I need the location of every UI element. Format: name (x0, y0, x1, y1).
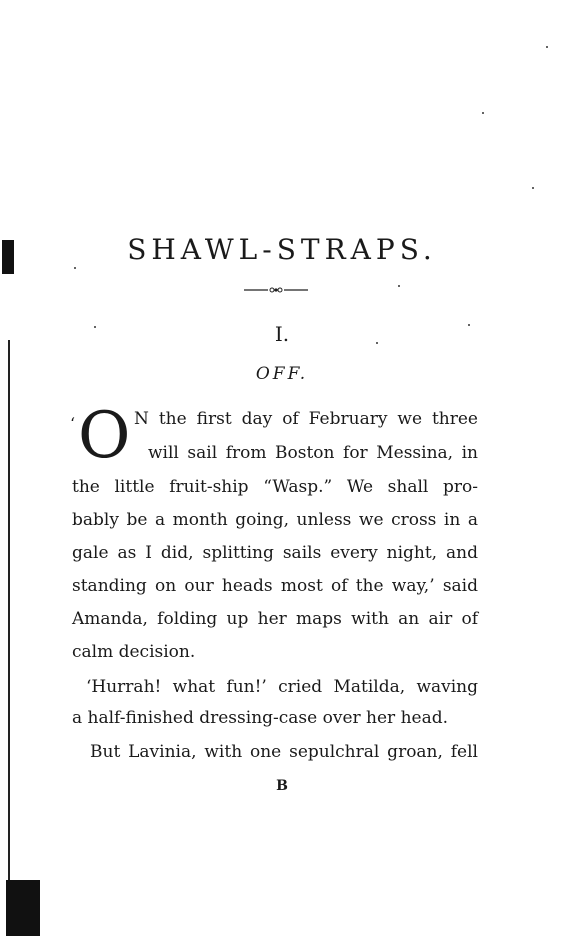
scan-speck (74, 267, 76, 269)
text-line: the little fruit-ship “Wasp.” We shall pro- (72, 477, 478, 497)
text-line: Amanda, folding up her maps with an air of (72, 609, 478, 629)
ornament-divider (244, 286, 308, 294)
chapter-title: OFF. (255, 364, 309, 384)
scan-speck (94, 326, 96, 328)
text-line: ‘Hurrah! what fun!’ cried Matilda, waving (86, 677, 478, 697)
text-line: a half-finished dressing-case over her head. (72, 708, 449, 728)
book-title: SHAWL-STRAPS. (127, 233, 437, 266)
text-line: But Lavinia, with one sepulchral groan, fell (90, 742, 478, 762)
text-line: bably be a month going, unless we cross in a (72, 510, 478, 530)
text-line: calm decision. (72, 642, 196, 662)
scan-speck (546, 46, 548, 48)
opening-quote: ‘ (70, 414, 76, 433)
scan-artifact (8, 340, 10, 880)
text-line: gale as I did, splitting sails every night, and (72, 543, 478, 563)
scan-speck (468, 324, 470, 326)
signature-mark: B (276, 778, 288, 794)
text-line: will sail from Boston for Messina, in (148, 443, 478, 463)
text-line: N the first day of February we three (134, 409, 478, 429)
scan-artifact (6, 880, 40, 936)
scan-speck (532, 187, 534, 189)
chapter-number: I. (274, 322, 290, 346)
text-line: standing on our heads most of the way,’ said (72, 576, 478, 596)
scan-speck (376, 342, 378, 344)
scan-speck (398, 285, 400, 287)
drop-cap: O (78, 399, 131, 473)
scan-speck (482, 112, 484, 114)
